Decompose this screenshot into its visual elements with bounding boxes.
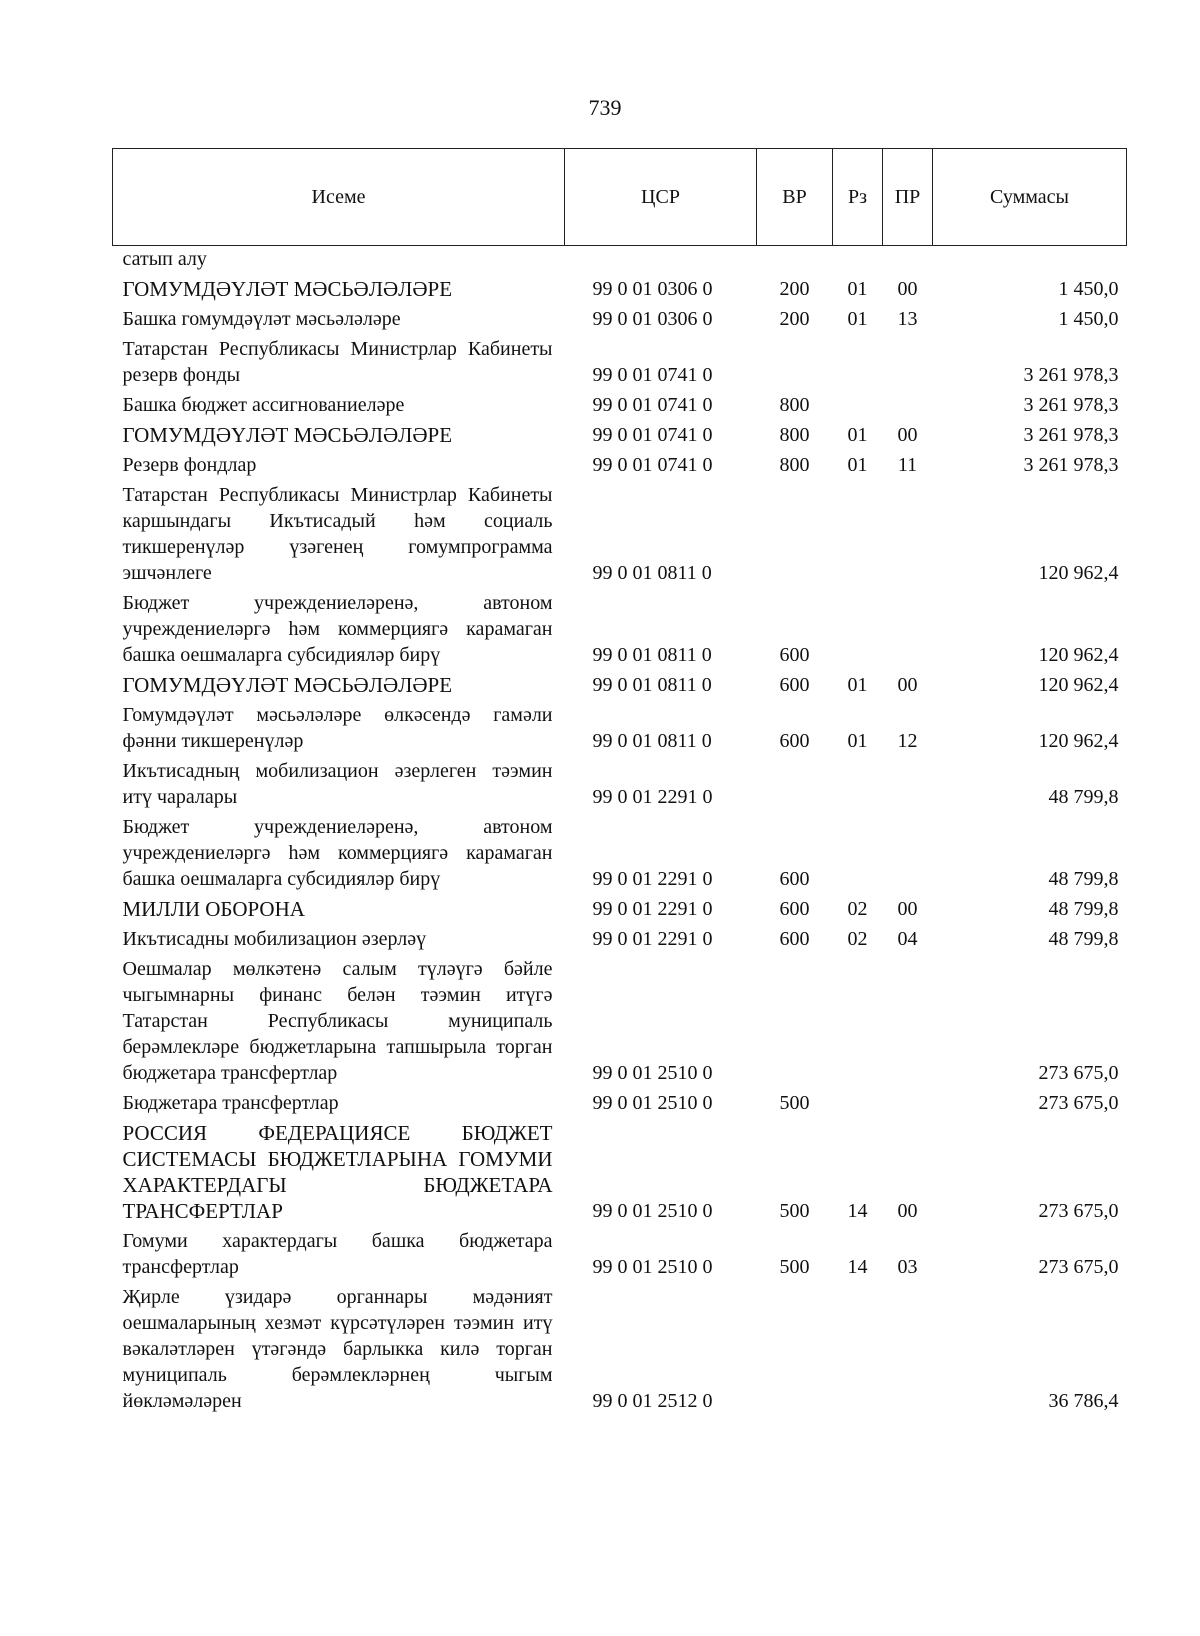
cell-name: Татарстан Республикасы Министрлар Кабинеты резерв фонды xyxy=(122,338,553,386)
cell-vr xyxy=(757,754,833,810)
cell-sum: 273 675,0 xyxy=(1038,1062,1119,1084)
cell-rz: 02 xyxy=(847,898,868,920)
cell-sum: 3 261 978,3 xyxy=(1023,454,1119,476)
cell-pr xyxy=(883,810,933,892)
cell-pr: 00 xyxy=(897,278,918,300)
cell-rz: 01 xyxy=(847,674,868,696)
cell-vr: 800 xyxy=(779,424,810,446)
cell-name: Татарстан Республикасы Министрлар Кабинеты каршындагы Икътисадый һәм социаль тикшеренүләр үзәгенең гомумпрограмма эшчәнлеге xyxy=(122,484,553,584)
table-row xyxy=(113,332,1127,388)
cell-csr: 99 0 01 2291 0 xyxy=(592,786,713,808)
cell-pr xyxy=(883,478,933,586)
cell-pr: 00 xyxy=(897,1200,918,1222)
cell-sum: 1 450,0 xyxy=(1058,278,1119,300)
table-row xyxy=(113,478,1127,586)
table-row xyxy=(113,892,1127,922)
cell-pr: 04 xyxy=(897,928,918,950)
cell-vr: 500 xyxy=(779,1092,810,1114)
table-row xyxy=(113,668,1127,698)
header-sum: Суммасы xyxy=(933,149,1127,246)
cell-vr: 600 xyxy=(779,928,810,950)
table-header xyxy=(113,149,1127,246)
cell-csr: 99 0 01 2512 0 xyxy=(592,1390,713,1412)
cell-vr: 600 xyxy=(779,730,810,752)
cell-name: Бюджет учреждениеләренә, автоном учреждениеләргә һәм коммерциягә карамаган башка оешмаларга субсидияләр бирү xyxy=(122,816,553,890)
cell-sum: 273 675,0 xyxy=(1038,1092,1119,1114)
cell-pr xyxy=(883,332,933,388)
cell-pr xyxy=(883,754,933,810)
cell-name: Башка бюджет ассигнованиеләре xyxy=(122,394,405,416)
table-row xyxy=(113,1116,1127,1224)
cell-sum: 120 962,4 xyxy=(1038,644,1119,666)
table-row xyxy=(113,272,1127,302)
cell-pr: 11 xyxy=(897,454,918,476)
table-row xyxy=(113,922,1127,952)
cell-sum: 273 675,0 xyxy=(1038,1256,1119,1278)
cell-sum: 120 962,4 xyxy=(1038,730,1119,752)
table-row xyxy=(113,388,1127,418)
cell-pr xyxy=(883,388,933,418)
table-row xyxy=(113,698,1127,754)
page-number: 739 xyxy=(588,95,622,120)
table-row xyxy=(113,418,1127,448)
cell-pr: 03 xyxy=(897,1256,918,1278)
cell-name: Башка гомумдәүләт мәсьәләләре xyxy=(122,308,401,330)
cell-pr: 00 xyxy=(897,674,918,696)
cell-rz: 01 xyxy=(847,278,868,300)
cell-vr xyxy=(757,952,833,1086)
header-vr: ВР xyxy=(757,149,833,246)
cell-vr: 800 xyxy=(779,394,810,416)
cell-name: Икътисадның мобилизацион әзерлеген тәэмин итү чаралары xyxy=(122,760,553,808)
header-name: Исеме xyxy=(113,149,565,246)
cell-csr: 99 0 01 2510 0 xyxy=(592,1092,713,1114)
cell-vr: 500 xyxy=(779,1200,810,1222)
cell-name: ГОМУМДӘҮЛӘТ МӘСЬӘЛӘЛӘРЕ xyxy=(122,423,453,447)
cell-name: ГОМУМДӘҮЛӘТ МӘСЬӘЛӘЛӘРЕ xyxy=(122,277,453,301)
cell-csr: 99 0 01 2291 0 xyxy=(592,898,713,920)
table-body xyxy=(113,246,1127,1415)
cell-csr: 99 0 01 2291 0 xyxy=(592,868,713,890)
table-row xyxy=(113,586,1127,668)
cell-sum: 273 675,0 xyxy=(1038,1200,1119,1222)
cell-vr xyxy=(757,332,833,388)
cell-csr: 99 0 01 0811 0 xyxy=(592,562,712,584)
cell-vr xyxy=(757,478,833,586)
cell-vr: 500 xyxy=(779,1256,810,1278)
cell-sum: 48 799,8 xyxy=(1048,898,1119,920)
header-rz: Рз xyxy=(833,149,883,246)
cell-pr xyxy=(883,1280,933,1414)
cell-csr: 99 0 01 2510 0 xyxy=(592,1062,713,1084)
cell-csr: 99 0 01 0741 0 xyxy=(592,394,713,416)
cell-vr: 600 xyxy=(779,868,810,890)
cell-sum: 120 962,4 xyxy=(1038,674,1119,696)
cell-csr: 99 0 01 0741 0 xyxy=(592,424,713,446)
cell-csr: 99 0 01 0811 0 xyxy=(592,674,712,696)
cell-sum: 48 799,8 xyxy=(1048,786,1119,808)
table-row xyxy=(113,448,1127,478)
cell-vr: 800 xyxy=(779,454,810,476)
table-row xyxy=(113,754,1127,810)
cell-pr xyxy=(883,1086,933,1116)
cell-pr xyxy=(883,952,933,1086)
cell-name: Бюджетара трансфертлар xyxy=(122,1092,339,1114)
cell-rz xyxy=(833,1086,883,1116)
cell-name: ГОМУМДӘҮЛӘТ МӘСЬӘЛӘЛӘРЕ xyxy=(122,673,453,697)
table-row xyxy=(113,302,1127,332)
cell-vr: 600 xyxy=(779,644,810,666)
table-row xyxy=(113,1224,1127,1280)
table-row xyxy=(113,810,1127,892)
cell-rz xyxy=(833,754,883,810)
cell-sum: 48 799,8 xyxy=(1048,928,1119,950)
cell-sum: 36 786,4 xyxy=(1048,1390,1119,1412)
table-row xyxy=(113,1086,1127,1116)
header-pr: ПР xyxy=(883,149,933,246)
cell-csr: 99 0 01 2510 0 xyxy=(592,1200,713,1222)
cell-csr: 99 0 01 0811 0 xyxy=(592,730,712,752)
cell-name: МИЛЛИ ОБОРОНА xyxy=(122,897,305,921)
cell-rz xyxy=(833,810,883,892)
cell-pr: 12 xyxy=(897,730,918,752)
cell-sum: 3 261 978,3 xyxy=(1023,364,1119,386)
header-csr: ЦСР xyxy=(565,149,757,246)
cell-name: Икътисадны мобилизацион әзерләү xyxy=(122,928,427,950)
cell-name: Җирле үзидарә органнары мәдәният оешмаларының хезмәт күрсәтүләрен тәэмин итү вәкаләтләрен үтәгәндә барлыкка килә торган муниципаль берәмлекләрнең чыгым йөкләмәләрен xyxy=(122,1286,553,1412)
cell-vr: 600 xyxy=(779,898,810,920)
cell-csr: 99 0 01 0306 0 xyxy=(592,278,713,300)
cell-rz xyxy=(833,1280,883,1414)
table-row xyxy=(113,1280,1127,1414)
continuation-text: сатып алу xyxy=(122,248,207,270)
cell-pr: 13 xyxy=(897,308,918,330)
cell-vr: 200 xyxy=(779,278,810,300)
cell-csr: 99 0 01 0306 0 xyxy=(592,308,713,330)
cell-sum: 3 261 978,3 xyxy=(1023,394,1119,416)
cell-pr: 00 xyxy=(897,898,918,920)
cell-pr xyxy=(883,586,933,668)
cell-name: Гомуми характердагы башка бюджетара трансфертлар xyxy=(122,1230,553,1278)
cell-rz xyxy=(833,952,883,1086)
cell-csr: 99 0 01 0741 0 xyxy=(592,364,713,386)
cell-csr: 99 0 01 2510 0 xyxy=(592,1256,713,1278)
cell-vr: 200 xyxy=(779,308,810,330)
cell-rz: 01 xyxy=(847,454,868,476)
cell-name: Резерв фондлар xyxy=(122,454,257,476)
continuation-row xyxy=(113,246,1127,273)
cell-csr: 99 0 01 2291 0 xyxy=(592,928,713,950)
cell-csr: 99 0 01 0811 0 xyxy=(592,644,712,666)
cell-rz: 01 xyxy=(847,308,868,330)
cell-sum: 120 962,4 xyxy=(1038,562,1119,584)
cell-sum: 3 261 978,3 xyxy=(1023,424,1119,446)
cell-rz: 02 xyxy=(847,928,868,950)
cell-rz: 01 xyxy=(847,730,868,752)
cell-name: Бюджет учреждениеләренә, автоном учреждениеләргә һәм коммерциягә карамаган башка оешмаларга субсидияләр бирү xyxy=(122,592,553,666)
cell-vr: 600 xyxy=(779,674,810,696)
cell-rz: 14 xyxy=(847,1200,868,1222)
cell-csr: 99 0 01 0741 0 xyxy=(592,454,713,476)
cell-name: РОССИЯ ФЕДЕРАЦИЯСЕ БЮДЖЕТ СИСТЕМАСЫ БЮДЖЕТЛАРЫНА ГОМУМИ ХАРАКТЕРДАГЫ БЮДЖЕТАРА ТРАНСФЕРТЛАР xyxy=(122,1121,553,1223)
cell-name: Гомумдәүләт мәсьәләләре өлкәсендә гамәли фәнни тикшеренүләр xyxy=(122,704,553,752)
cell-rz xyxy=(833,586,883,668)
cell-pr: 00 xyxy=(897,424,918,446)
budget-table xyxy=(112,148,1127,1414)
cell-rz xyxy=(833,478,883,586)
cell-name: Оешмалар мөлкәтенә салым түләүгә бәйле чыгымнарны финанс белән тәэмин итүгә Татарстан Республикасы муниципаль берәмлекләре бюджетларына тапшырыла торган бюджетара трансфертлар xyxy=(122,958,553,1084)
cell-rz: 14 xyxy=(847,1256,868,1278)
cell-sum: 48 799,8 xyxy=(1048,868,1119,890)
cell-vr xyxy=(757,1280,833,1414)
table-row xyxy=(113,952,1127,1086)
cell-rz: 01 xyxy=(847,424,868,446)
cell-rz xyxy=(833,332,883,388)
cell-sum: 1 450,0 xyxy=(1058,308,1119,330)
cell-rz xyxy=(833,388,883,418)
